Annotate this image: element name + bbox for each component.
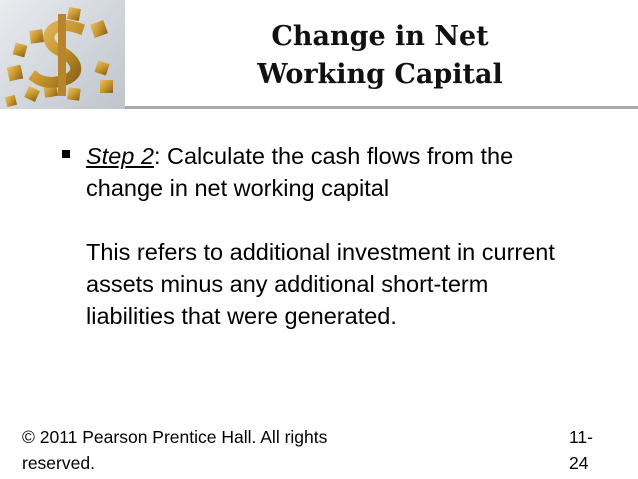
slide-title <box>195 18 565 94</box>
copyright-notice <box>22 424 422 476</box>
slide-number-line2: 24 <box>569 453 589 473</box>
step-text: : Calculate the cash flows from the change in net working capital <box>86 143 514 201</box>
bullet-step <box>86 140 566 204</box>
slide-title-line2: Working Capital <box>257 59 503 90</box>
step-label: Step 2 <box>86 143 154 169</box>
copyright-line2: reserved. <box>22 453 95 473</box>
slide-number-line1: 11- <box>569 427 593 447</box>
slide-title-line1: Change in Net <box>271 21 489 52</box>
slide-body <box>86 140 566 332</box>
header-divider <box>125 106 638 109</box>
dollar-sign-blocks-icon <box>0 0 125 109</box>
slide-number <box>569 424 624 476</box>
square-bullet-icon <box>62 150 70 158</box>
explanation-paragraph: This refers to additional investment in current assets minus any additional short-term liabilities that were generated. <box>86 239 555 329</box>
copyright-line1: © 2011 Pearson Prentice Hall. All rights <box>22 427 328 447</box>
